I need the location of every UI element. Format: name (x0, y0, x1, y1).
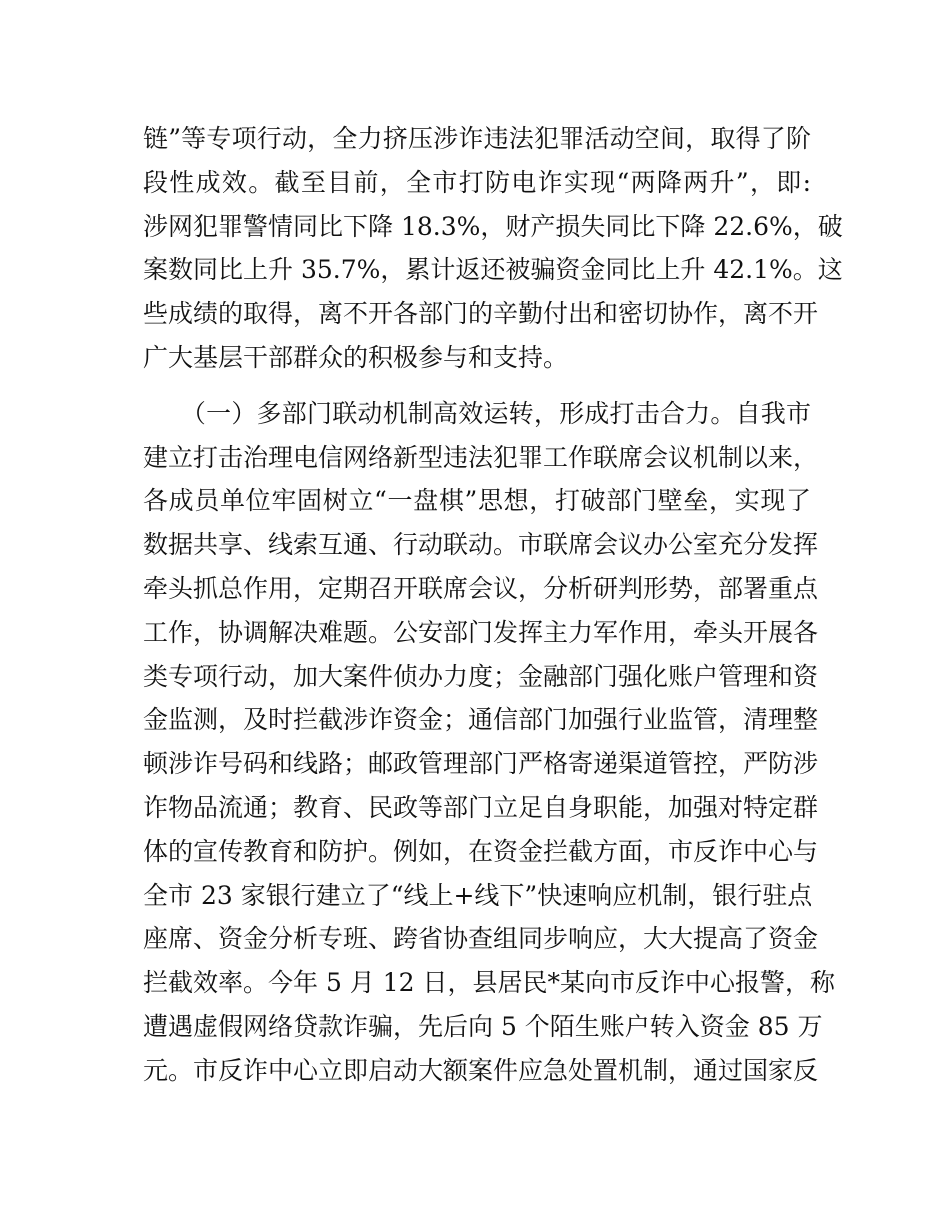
text-line: 数据共享、线索互通、行动联动。市联席会议办公室充分发挥 (143, 530, 819, 560)
text-line: 诈物品流通；教育、民政等部门立足自身职能，加强对特定群 (143, 792, 819, 822)
text-line: 金监测，及时拦截涉诈资金；通信部门加强行业监管，清理整 (143, 705, 819, 735)
text-line: 顿涉诈号码和线路；邮政管理部门严格寄递渠道管控，严防涉 (143, 749, 819, 779)
document-page (143, 117, 843, 1093)
text-line: 案数同比上升 35.7%，累计返还被骗资金同比上升 42.1%。这 (143, 255, 843, 285)
text-line: 链”等专项行动，全力挤压涉诈违法犯罪活动空间，取得了阶 (143, 124, 811, 153)
text-line: 段性成效。截至目前，全市打防电诈实现“两降两升”，即: (143, 167, 811, 197)
text-line: 体的宣传教育和防护。例如，在资金拦截方面，市反诈中心与 (143, 836, 819, 866)
text-line: 拦截效率。今年 5 月 12 日，县居民*某向市反诈中心报警，称 (143, 968, 836, 998)
text-line: （一）多部门联动机制高效运转，形成打击合力。自我市 (143, 398, 811, 428)
text-line: 元。市反诈中心立即启动大额案件应急处置机制，通过国家反 (143, 1055, 819, 1085)
text-line: 涉网犯罪警情同比下降 18.3%，财产损失同比下降 22.6%，破 (143, 211, 843, 241)
paragraph-intro-summary (143, 117, 843, 380)
text-line: 广大基层干部群众的积极参与和支持。 (143, 342, 569, 372)
text-line: 牵头抓总作用，定期召开联席会议，分析研判形势，部署重点 (143, 573, 819, 603)
text-line: 遭遇虚假网络贷款诈骗，先后向 5 个陌生账户转入资金 85 万 (143, 1011, 823, 1041)
text-line: 工作，协调解决难题。公安部门发挥主力军作用，牵头开展各 (143, 617, 819, 647)
text-line: 些成绩的取得，离不开各部门的辛勤付出和密切协作，离不开 (143, 299, 819, 329)
text-line: 类专项行动，加大案件侦办力度；金融部门强化账户管理和资 (143, 661, 819, 691)
text-line: 全市 23 家银行建立了“线上+线下”快速响应机制，银行驻点 (143, 880, 813, 910)
text-line: 座席、资金分析专班、跨省协查组同步响应，大大提高了资金 (143, 924, 819, 954)
text-line: 各成员单位牢固树立“一盘棋”思想，打破部门壁垒，实现了 (143, 486, 811, 516)
paragraph-section-one (143, 392, 836, 1093)
text-line: 建立打击治理电信网络新型违法犯罪工作联席会议机制以来， (143, 442, 819, 472)
